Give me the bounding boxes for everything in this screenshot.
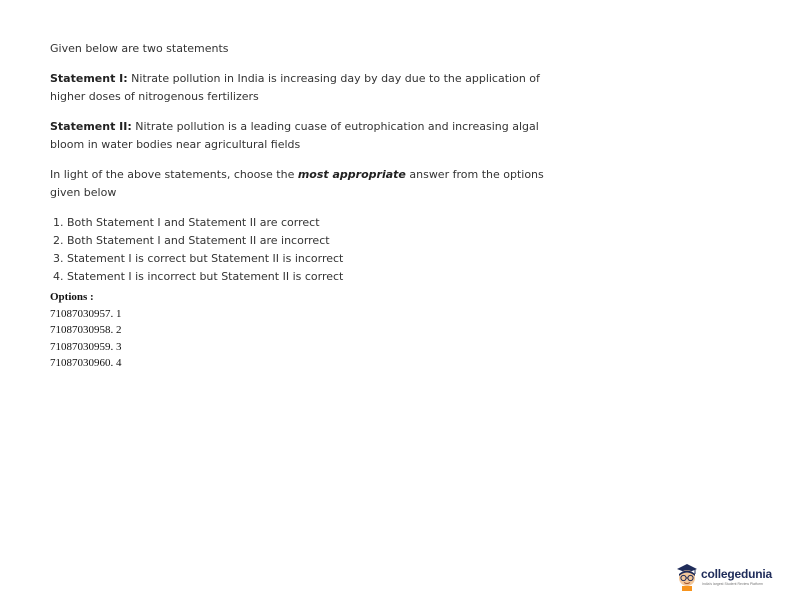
question-block (50, 40, 570, 286)
option-item: 71087030960. 4 (50, 357, 122, 369)
instruction-after: answer from the options given below (50, 168, 544, 199)
option-item: 71087030958. 2 (50, 324, 122, 336)
instruction-before: In light of the above statements, choose the (50, 168, 298, 181)
choice-item: 2. Both Statement I and Statement II are incorrect (53, 234, 330, 247)
statement-1-text: Nitrate pollution in India is increasing day by day due to the application of higher doses of nitrogenous fertilizers (50, 72, 540, 103)
choice-list (53, 214, 570, 286)
choice-item: 4. Statement I is incorrect but Statement II is correct (53, 270, 344, 283)
statement-2-label: Statement II: (50, 120, 132, 133)
collegedunia-logo (675, 563, 775, 593)
instruction (50, 166, 570, 202)
brand-tagline: India's largest Student Review Platform (702, 582, 763, 586)
statement-2-text: Nitrate pollution is a leading cuase of eutrophication and increasing algal bloom in water bodies near agricultural fields (50, 120, 539, 151)
options-heading: Options : (50, 291, 94, 303)
question-intro: Given below are two statements (50, 42, 229, 55)
choice-item: 1. Both Statement I and Statement II are correct (53, 216, 320, 229)
brand-name: collegedunia (701, 567, 772, 581)
option-item: 71087030957. 1 (50, 307, 122, 320)
choice-item: 3. Statement I is correct but Statement II is incorrect (53, 252, 344, 265)
statement-1 (50, 70, 570, 106)
statement-1-label: Statement I: (50, 72, 128, 85)
student-mascot-icon (675, 563, 699, 591)
option-item: 71087030959. 3 (50, 340, 122, 353)
instruction-emphasis: most appropriate (297, 168, 406, 181)
statement-2 (50, 118, 570, 154)
options-block (50, 289, 122, 372)
